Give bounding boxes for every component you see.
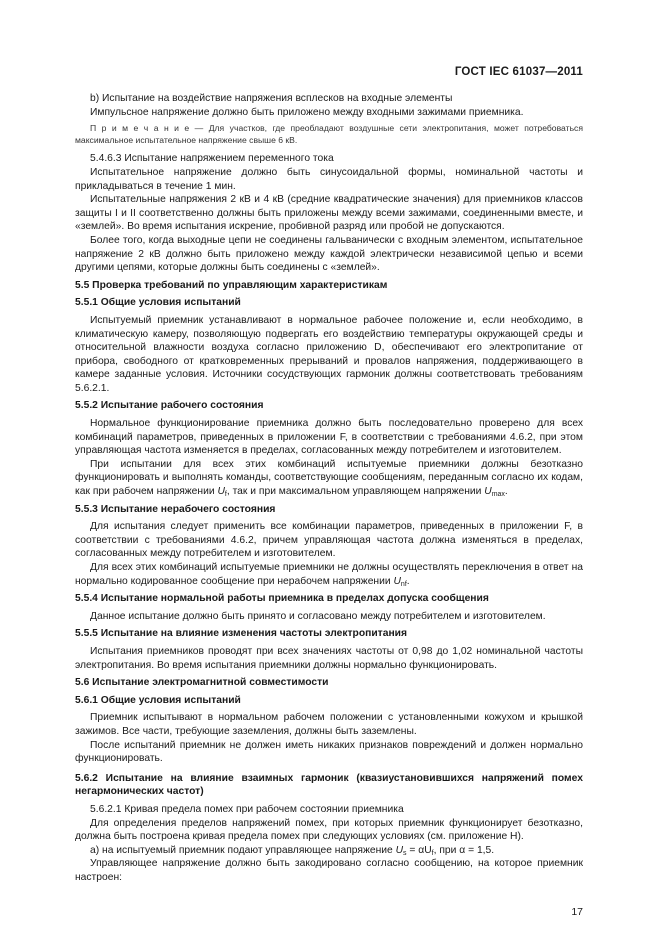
text-run: Для всех этих комбинаций испытуемые приемники не должны осуществлять переключения в ответ на нормально кодированное сообщение при нерабочем напряжении <box>75 562 583 587</box>
subscript: f <box>431 849 434 857</box>
paragraph: Импульсное напряжение должно быть приложено между входными зажимами приемника. <box>90 106 524 118</box>
section-heading: 5.4.6.3 Испытание напряжением переменного тока <box>90 153 334 165</box>
section-heading: 5.5.1 Общие условия испытаний <box>75 297 241 309</box>
text-run: При испытании для всех этих комбинаций испытуемые приемники должны безотказно функционировать и выполнять команды, соответствующие сообщениям, переданным согласно их кодам, как при рабочем напряжении <box>75 458 583 498</box>
paragraph: Управляющее напряжение должно быть закодировано согласно сообщению, на которое приемник настроен: <box>75 858 583 883</box>
section-heading: 5.5 Проверка требований по управляющим характеристикам <box>75 279 388 291</box>
symbol-u: U <box>484 486 492 498</box>
symbol-u: U <box>217 486 225 498</box>
paragraph: Испытательное напряжение должно быть синусоидальной формы, номинальной частоты и прикладываться в течение 1 мин. <box>75 166 583 192</box>
subscript: max <box>491 491 505 499</box>
paragraph <box>75 458 583 499</box>
paragraph: Более того, когда выходные цепи не соединены гальванически с входным элементом, испытательное напряжение 2 кВ должно быть приложено между каждой электрически независимой цепью и всеми другими цепями, которые должны быть соединены с «землей». <box>75 234 583 274</box>
paragraph: Для определения пределов напряжений помех, при которых приемник функционирует безотказно, должна быть построена кривая предела помех при следующих условиях (см. приложение H). <box>75 817 583 843</box>
paragraph <box>75 561 583 588</box>
section-heading: 5.5.4 Испытание нормальной работы приемника в пределах допуска сообщения <box>75 593 489 605</box>
text-run: . <box>406 575 410 587</box>
paragraph <box>75 844 583 858</box>
text-run: , при α = 1,5. <box>433 844 495 856</box>
subscript: nf <box>400 580 407 588</box>
text-run: , так и при максимальном управляющем напряжении <box>226 486 485 498</box>
text-run: = αU <box>406 844 432 856</box>
paragraph: Нормальное функционирование приемника должно быть последовательно проверено для всех комбинаций параметров, приведенных в приложении F, в соответствии с требованиями 4.6.2, при этом управляющая частота изменяется в пределах, согласованных между потребителем и изготовителем. <box>75 418 583 457</box>
page-number: 17 <box>571 906 583 918</box>
paragraph: Данное испытание должно быть принято и согласовано между потребителем и изготовителем. <box>90 610 546 622</box>
text-run: а) на испытуемый приемник подают управляющее напряжение <box>90 844 396 856</box>
paragraph: После испытаний приемник не должен иметь никаких признаков повреждений и должен нормально функционировать. <box>75 739 583 765</box>
section-heading: 5.5.2 Испытание рабочего состояния <box>75 400 264 412</box>
paragraph: b) Испытание на воздействие напряжения всплесков на входные элементы <box>90 93 453 104</box>
subscript: f <box>224 491 227 499</box>
section-heading: 5.6.1 Общие условия испытаний <box>75 694 241 706</box>
text-run: . <box>504 486 508 498</box>
paragraph: Приемник испытывают в нормальном рабочем положении с установленными кожухом и крышкой зажимов. Все части, требующие заземления, должны быть заземлены. <box>75 712 583 737</box>
note <box>75 123 583 146</box>
paragraph: Испытания приемников проводят при всех значениях частоты от 0,98 до 1,02 номинальной частоты электропитания. Во время испытания приемники должны нормально функционировать. <box>75 645 583 671</box>
section-heading: 5.6 Испытание электромагнитной совместимости <box>75 677 329 689</box>
symbol-u: U <box>395 844 404 856</box>
section-heading: 5.5.3 Испытание нерабочего состояния <box>75 503 276 515</box>
section-heading: 5.6.2.1 Кривая предела помех при рабочем состоянии приемника <box>90 803 404 815</box>
subscript: s <box>403 849 407 857</box>
section-heading: 5.5.5 Испытание на влияние изменения частоты электропитания <box>75 628 408 640</box>
paragraph: Для испытания следует применить все комбинации параметров, приведенных в приложении F, в соответствии с требованиями 4.6.2, причем управляющая частота должна изменяться в пределах, согласованных между потребителем и изготовителем. <box>75 521 583 560</box>
paragraph: Испытательные напряжения 2 кВ и 4 кВ (средние квадратические значения) для приемников классов защиты I и II соответственно должны быть приложены между всеми зажимами, соединенными вместе, и «землей». Во время испытания искрение, пробивной разряд или пробой не допускаются. <box>75 194 583 233</box>
note-label: П р и м е ч а н и е <box>90 123 190 134</box>
standard-header: ГОСТ IEC 61037—2011 <box>454 66 583 78</box>
note-text: — Для участков, где преобладают воздушные сети электропитания, может потребоваться максимальное испытательное напряжение свыше 6 кВ. <box>75 123 584 145</box>
document-body <box>75 92 583 884</box>
symbol-u: U <box>393 575 401 587</box>
paragraph: Испытуемый приемник устанавливают в нормальное рабочее положение и, если необходимо, в климатическую камеру, позволяющую подвергать его воздействию температуры окружающей среды и относительной влажности воздуха согласно приложению D, обеспечивают его электропитание от прибора, свободного от кратковременных прерываний и провалов напряжения, поддерживающего в камере заданные условия. Источники сосудствующих гармоник должны соответствовать требованиям 5.6.2.1. <box>75 314 583 394</box>
section-heading: 5.6.2 Испытание на влияние взаимных гармоник (квазиустановившихся напряжений помех негармонических частот) <box>75 772 583 798</box>
